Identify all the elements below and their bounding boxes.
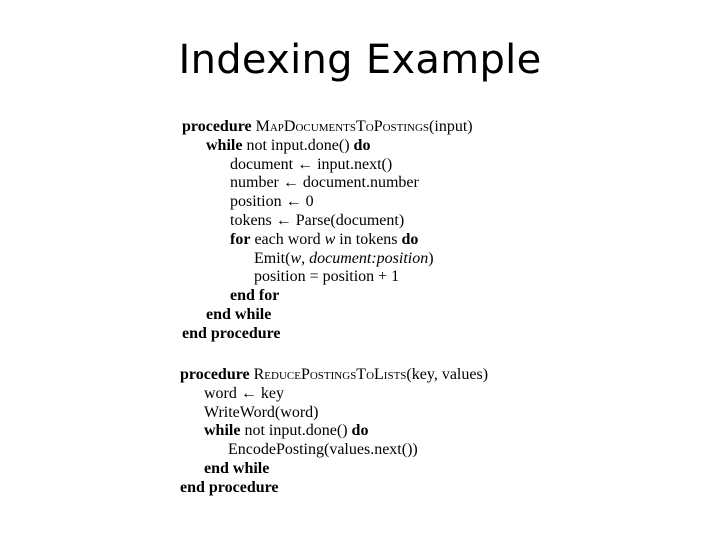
code-line-tokens: tokens ← Parse(document): [230, 211, 405, 229]
keyword-for: for: [230, 230, 251, 248]
procedure-name: MapDocumentsToPostings: [255, 118, 430, 135]
end-procedure: end procedure: [182, 324, 281, 342]
emit-mid: ,: [301, 249, 310, 267]
emit-line: [182, 250, 473, 269]
slide-title: Indexing Example: [178, 37, 542, 83]
reduce-procedure-header: [180, 366, 488, 385]
while-line: [180, 422, 488, 441]
code-line-write: WriteWord(word): [204, 403, 319, 421]
for-line: [182, 231, 473, 250]
map-procedure-block: [182, 118, 473, 344]
keyword-while: while: [204, 422, 241, 440]
while-line: [182, 137, 473, 156]
reduce-procedure-block: [180, 366, 488, 498]
code-line-number: number ← document.number: [230, 174, 419, 192]
code-line-document: document ← input.next(): [230, 155, 393, 173]
end-for: end for: [230, 287, 280, 305]
code-line-word: word ← key: [204, 384, 284, 402]
keyword-do: do: [351, 422, 369, 440]
keyword-procedure: procedure: [182, 118, 252, 135]
emit-var: w: [290, 249, 302, 267]
emit-post: ): [428, 249, 434, 267]
code-line-increment: position = position + 1: [254, 268, 400, 286]
keyword-do: do: [353, 136, 371, 154]
while-condition: not input.done(): [242, 136, 354, 154]
procedure-args: (input): [429, 118, 473, 135]
for-text-1: each word: [250, 230, 325, 248]
end-while: end while: [204, 459, 270, 477]
keyword-procedure: procedure: [180, 366, 250, 383]
procedure-name: ReducePostingsToLists: [253, 366, 407, 383]
for-text-2: in tokens: [335, 230, 402, 248]
keyword-do: do: [401, 230, 419, 248]
emit-pre: Emit(: [254, 249, 291, 267]
for-variable: w: [324, 230, 336, 248]
keyword-while: while: [206, 136, 243, 154]
while-condition: not input.done(): [240, 422, 352, 440]
code-line-encode: EncodePosting(values.next()): [228, 441, 418, 459]
code-line-position: position ← 0: [230, 193, 314, 211]
map-procedure-header: [182, 118, 473, 137]
end-while: end while: [206, 305, 272, 323]
end-procedure: end procedure: [180, 478, 279, 496]
procedure-args: (key, values): [406, 366, 489, 383]
emit-arg: document:position: [309, 249, 429, 267]
